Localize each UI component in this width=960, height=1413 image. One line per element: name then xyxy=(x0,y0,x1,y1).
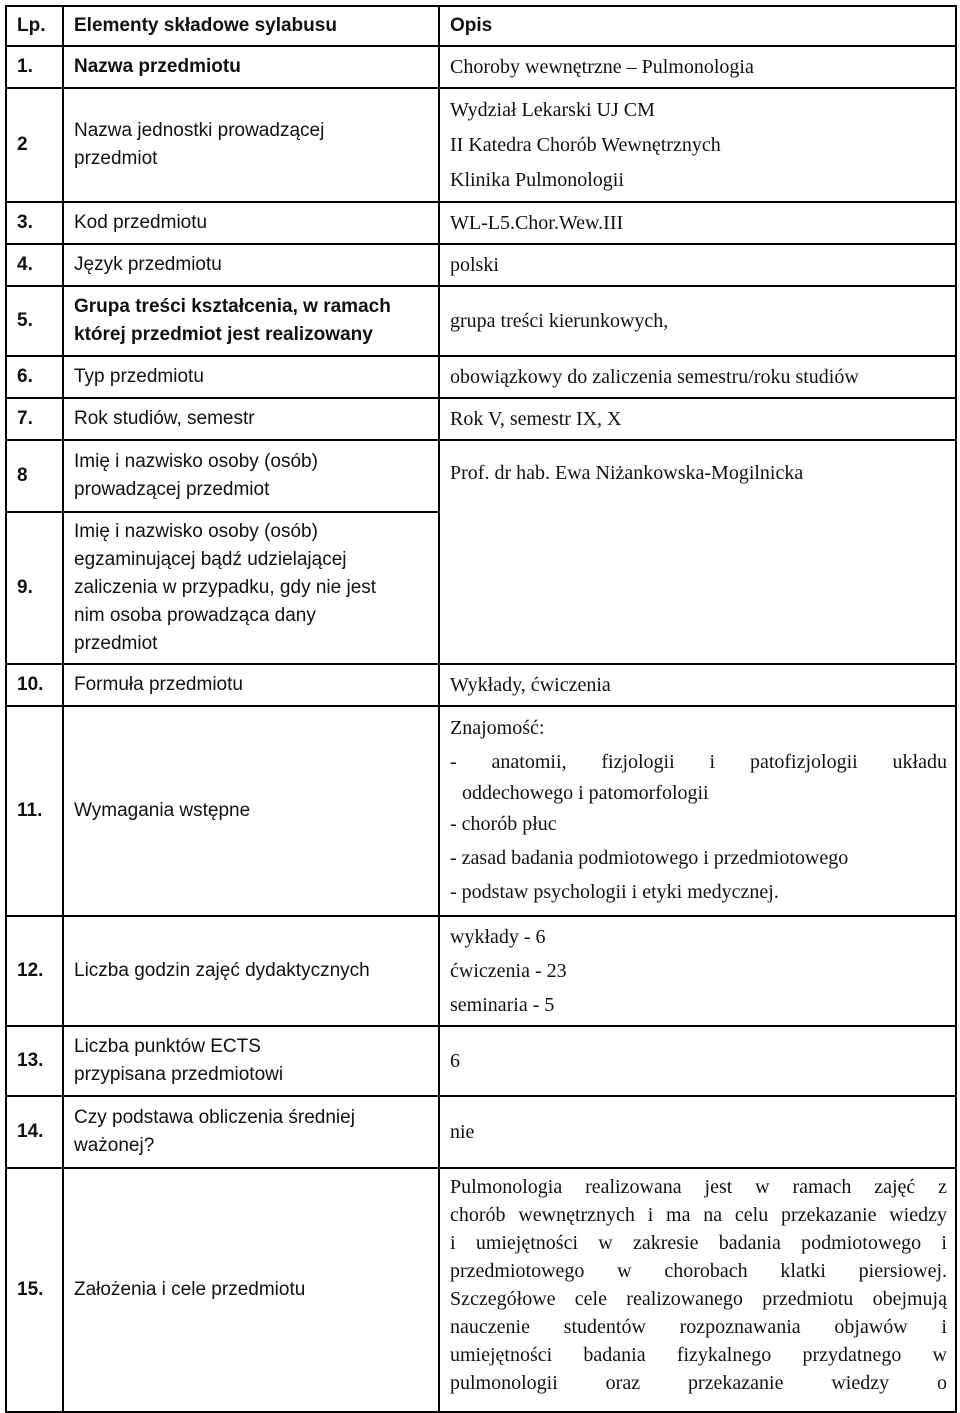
row-value: WL-L5.Chor.Wew.III xyxy=(439,202,956,244)
row-label xyxy=(63,286,439,356)
row-number: 3. xyxy=(6,202,63,244)
value-line: chorób wewnętrznych i ma na celu przekazanie wiedzy xyxy=(450,1204,947,1226)
row-number: 11. xyxy=(6,706,63,916)
value-line: Prof. dr hab. Ewa Niżankowska-Mogilnicka xyxy=(450,462,804,484)
row-value: Rok V, semestr IX, X xyxy=(439,398,956,440)
row-value: polski xyxy=(439,244,956,286)
row-label: Rok studiów, semestr xyxy=(63,398,439,440)
label-line: której przedmiot jest realizowany xyxy=(74,324,373,345)
row-value: nie xyxy=(439,1096,956,1168)
row-number: 14. xyxy=(6,1096,63,1168)
label-line: przypisana przedmiotowi xyxy=(74,1064,284,1085)
row-label xyxy=(63,88,439,202)
label-line: Liczba punktów ECTS xyxy=(74,1036,261,1057)
row-number: 15. xyxy=(6,1168,63,1412)
row-value: 6 xyxy=(439,1026,956,1096)
row-value: obowiązkowy do zaliczenia semestru/roku studiów xyxy=(439,356,956,398)
row-label xyxy=(63,512,439,664)
value-line: - chorób płuc xyxy=(450,813,557,835)
header-desc: Opis xyxy=(439,6,956,46)
row-number: 4. xyxy=(6,244,63,286)
row-label: Język przedmiotu xyxy=(63,244,439,286)
row-label: Typ przedmiotu xyxy=(63,356,439,398)
row-label xyxy=(63,440,439,512)
table-row xyxy=(6,286,956,356)
row-label: Liczba godzin zajęć dydaktycznych xyxy=(63,916,439,1026)
value-line: nauczenie studentów rozpoznawania objawów i xyxy=(450,1316,947,1338)
row-number: 1. xyxy=(6,46,63,88)
row-value xyxy=(439,88,956,202)
row-number: 9. xyxy=(6,512,63,664)
label-line: Grupa treści kształcenia, w ramach xyxy=(74,296,391,317)
row-label xyxy=(63,1026,439,1096)
value-line: Wydział Lekarski UJ CM xyxy=(450,98,655,121)
table-row xyxy=(6,398,956,440)
label-line: Imię i nazwisko osoby (osób) xyxy=(74,521,318,542)
value-line: przedmiotowego w chorobach klatki piersiowej. xyxy=(450,1260,947,1282)
row-label: Wymagania wstępne xyxy=(63,706,439,916)
value-line: - zasad badania podmiotowego i przedmiotowego xyxy=(450,847,849,869)
label-line: ważonej? xyxy=(74,1135,155,1156)
value-line: - podstaw psychologii i etyki medycznej. xyxy=(450,881,779,903)
value-line: Znajomość: xyxy=(450,717,545,739)
label-line: zaliczenia w przypadku, gdy nie jest xyxy=(74,577,377,598)
value-line: Pulmonologia realizowana jest w ramach zajęć z xyxy=(450,1176,947,1198)
label-line: Czy podstawa obliczenia średniej xyxy=(74,1107,355,1128)
syllabus-table xyxy=(5,5,957,1413)
value-line: Szczegółowe cele realizowanego przedmiotu obejmują xyxy=(450,1288,947,1310)
row-number: 10. xyxy=(6,664,63,706)
table-row xyxy=(6,88,956,202)
row-value: grupa treści kierunkowych, xyxy=(439,286,956,356)
table-row xyxy=(6,1026,956,1096)
table-row xyxy=(6,46,956,88)
header-elements: Elementy składowe sylabusu xyxy=(63,6,439,46)
label-line: Nazwa jednostki prowadzącej xyxy=(74,120,325,141)
row-number: 6. xyxy=(6,356,63,398)
header-lp: Lp. xyxy=(6,6,63,46)
value-line: pulmonologii oraz przekazanie wiedzy o xyxy=(450,1372,947,1394)
value-line: umiejętności badania fizykalnego przydatnego w xyxy=(450,1344,947,1366)
value-line: i umiejętności w zakresie badania podmiotowego i xyxy=(450,1232,947,1254)
row-number: 7. xyxy=(6,398,63,440)
row-value xyxy=(439,706,956,916)
value-line: seminaria - 5 xyxy=(450,994,555,1016)
row-number: 2 xyxy=(6,88,63,202)
table-row xyxy=(6,1096,956,1168)
row-value xyxy=(439,440,956,664)
row-label: Założenia i cele przedmiotu xyxy=(63,1168,439,1412)
row-label: Kod przedmiotu xyxy=(63,202,439,244)
value-line: wykłady - 6 xyxy=(450,926,546,948)
value-line: II Katedra Chorób Wewnętrznych xyxy=(450,133,721,156)
table-row xyxy=(6,356,956,398)
row-number: 8 xyxy=(6,440,63,512)
label-line: prowadzącej przedmiot xyxy=(74,479,270,500)
row-label: Nazwa przedmiotu xyxy=(63,46,439,88)
table-row xyxy=(6,202,956,244)
label-line: egzaminującej bądź udzielającej xyxy=(74,549,347,570)
row-number: 13. xyxy=(6,1026,63,1096)
label-line: przedmiot xyxy=(74,633,158,654)
table-row xyxy=(6,664,956,706)
row-number: 12. xyxy=(6,916,63,1026)
label-line: nim osoba prowadząca dany xyxy=(74,605,316,626)
value-line: Klinika Pulmonologii xyxy=(450,168,624,191)
value-line: oddechowego i patomorfologii xyxy=(462,782,709,804)
table-row xyxy=(6,244,956,286)
table-row xyxy=(6,706,956,916)
row-value: Choroby wewnętrzne – Pulmonologia xyxy=(439,46,956,88)
table-row xyxy=(6,916,956,1026)
value-line: - anatomii, fizjologii i patofizjologii układu xyxy=(450,751,947,773)
value-line: ćwiczenia - 23 xyxy=(450,960,567,982)
row-label xyxy=(63,1096,439,1168)
table-row xyxy=(6,1168,956,1412)
row-label: Formuła przedmiotu xyxy=(63,664,439,706)
row-value xyxy=(439,916,956,1026)
row-value xyxy=(439,1168,956,1412)
label-line: przedmiot xyxy=(74,148,158,169)
label-line: Imię i nazwisko osoby (osób) xyxy=(74,451,318,472)
row-number: 5. xyxy=(6,286,63,356)
table-header-row xyxy=(6,6,956,46)
table-row xyxy=(6,440,956,512)
row-value: Wykłady, ćwiczenia xyxy=(439,664,956,706)
